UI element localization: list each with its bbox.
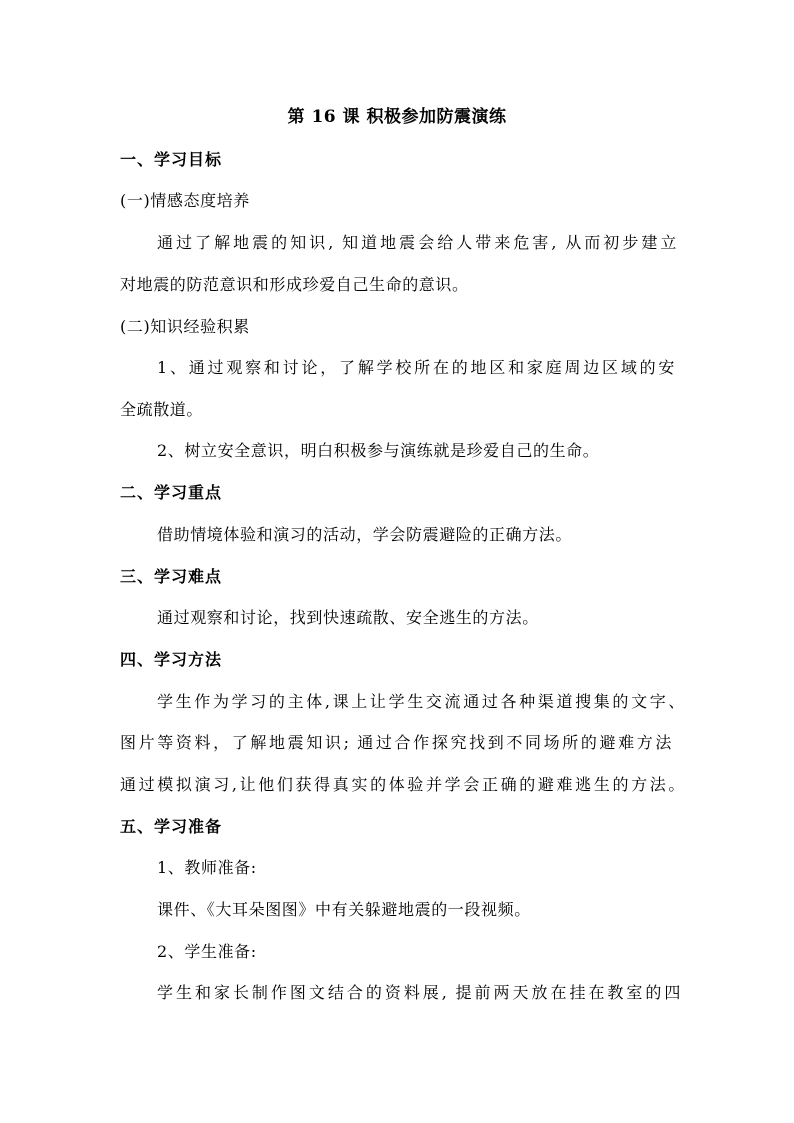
section-heading-key-points: 二、学习重点 bbox=[120, 483, 223, 502]
section-heading-objectives: 一、学习目标 bbox=[120, 150, 223, 169]
section-heading-difficulties: 三、学习难点 bbox=[120, 567, 223, 586]
document-title: 第 16 课 积极参加防震演练 bbox=[287, 107, 507, 127]
difficulties-text: 通过观察和讨论，找到快速疏散、安全逃生的方法。 bbox=[157, 608, 539, 627]
section-heading-preparation: 五、学习准备 bbox=[120, 817, 223, 836]
teacher-preparation-label: 1、教师准备: bbox=[157, 858, 257, 877]
paragraph-attitude-line1: 通过了解地震的知识, 知道地震会给人带来危害, 从而初步建立 bbox=[157, 233, 677, 252]
knowledge-item2: 2、树立安全意识，明白积极参与演练就是珍爱自己的生命。 bbox=[157, 441, 600, 460]
key-points-text: 借助情境体验和演习的活动，学会防震避险的正确方法。 bbox=[157, 525, 573, 544]
student-preparation-text: 学生和家长制作图文结合的资料展, 提前两天放在挂在教室的四 bbox=[157, 983, 681, 1002]
paragraph-attitude-line2: 对地震的防范意识和形成珍爱自己生命的意识。 bbox=[120, 275, 469, 294]
methods-line3: 通过模拟演习,让他们获得真实的体验并学会正确的避难逃生的方法。 bbox=[120, 775, 685, 794]
knowledge-item1-line1: 1、通过观察和讨论，了解学校所在的地区和家庭周边区域的安 bbox=[157, 358, 675, 377]
subheading-knowledge: (二)知识经验积累 bbox=[120, 317, 250, 336]
knowledge-item1-line2: 全疏散道。 bbox=[120, 400, 204, 419]
methods-line2: 图片等资料，了解地震知识; 通过合作探究找到不同场所的避难方法 bbox=[120, 733, 672, 752]
teacher-preparation-text: 课件、《大耳朵图图》中有关躲避地震的一段视频。 bbox=[157, 900, 531, 919]
methods-line1: 学生作为学习的主体,课上让学生交流通过各种渠道搜集的文字、 bbox=[157, 692, 685, 711]
section-heading-methods: 四、学习方法 bbox=[120, 650, 223, 669]
student-preparation-label: 2、学生准备: bbox=[157, 942, 257, 961]
subheading-attitude: (一)情感态度培养 bbox=[120, 191, 250, 210]
